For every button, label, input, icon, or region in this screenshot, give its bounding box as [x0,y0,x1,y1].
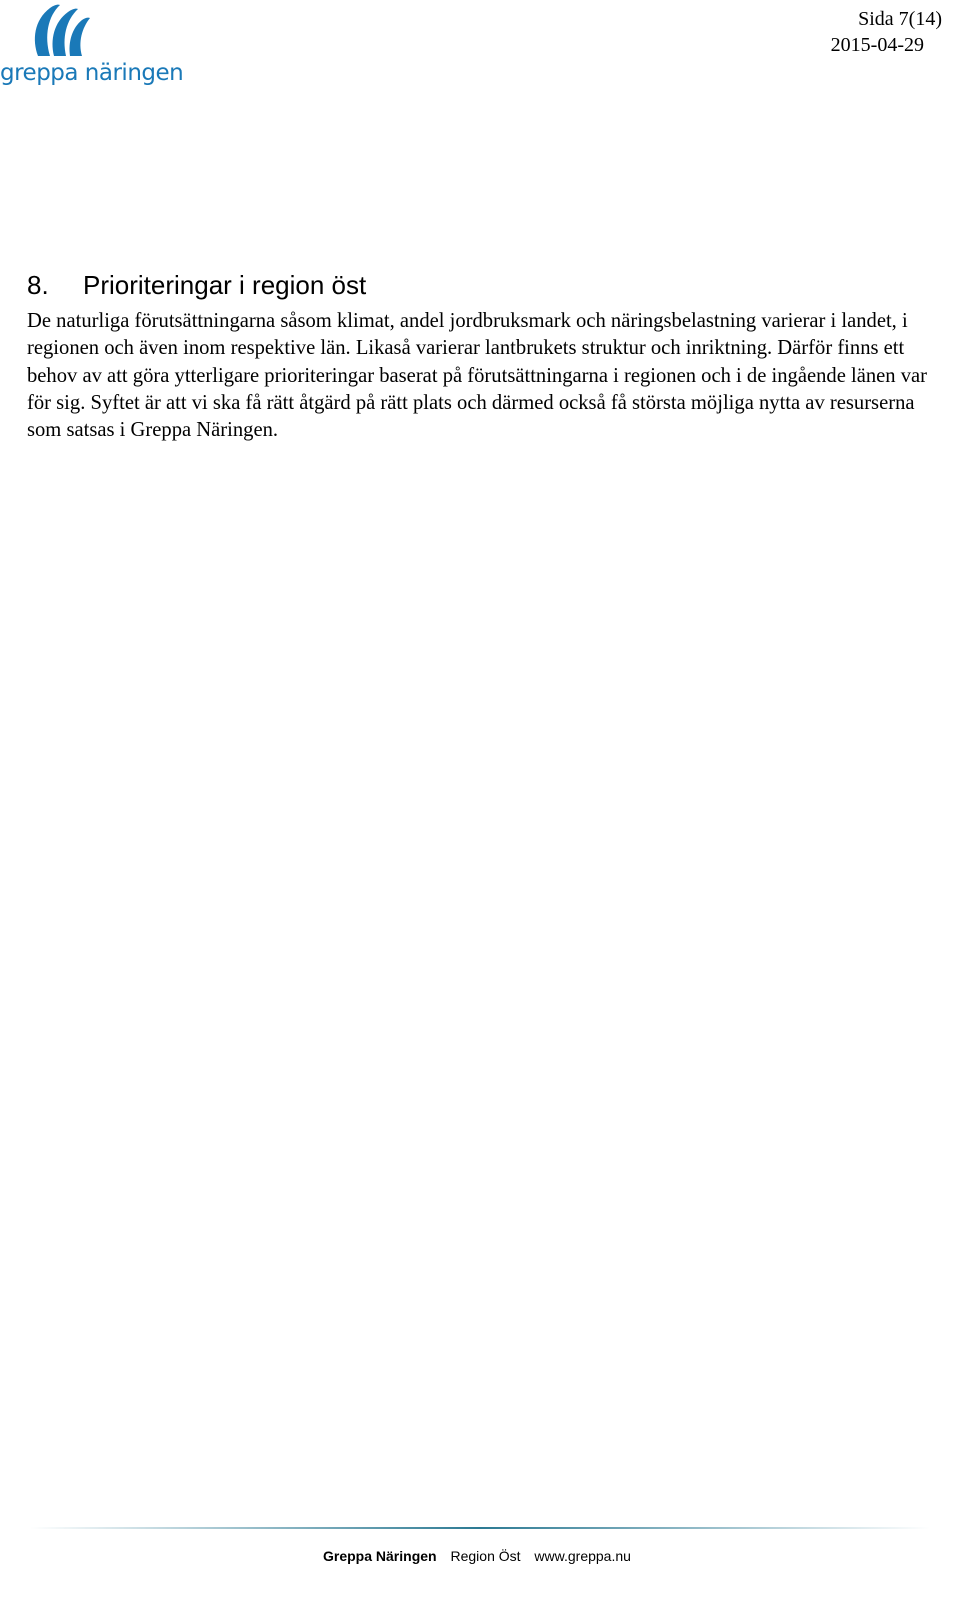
logo-wordmark: greppa näringen [0,60,184,86]
section-paragraph: De naturliga förutsättningarna såsom klimat, andel jordbruksmark och näringsbelastning varierar i landet, i regionen och även inom respektive län. Likaså varierar lantbrukets struktur och inriktning. Därför finns ett behov av att göra ytterligare prioriteringar baserat på förutsättningarna i regionen och i de ingående länen var för sig. Syftet är att vi ska få rätt åtgärd på rätt plats och därmed också få största möjliga nytta av resurserna som satsas i Greppa Näringen. [27,310,928,442]
footer-organization: Greppa Näringen [323,1548,437,1564]
footer-website: www.greppa.nu [534,1548,631,1564]
page-meta [831,6,942,58]
section-heading [27,268,937,302]
section-number: 8. [27,270,49,300]
logo-swoosh-icon [24,2,94,62]
greppa-naringen-logo [0,0,184,95]
footer-divider [30,1527,930,1529]
page-number: Sida 7(14) [858,8,942,30]
document-date: 2015-04-29 [830,34,924,56]
document-body [27,268,937,444]
footer-region: Region Öst [450,1548,521,1564]
section-title: Prioriteringar i region öst [83,270,367,300]
page-footer [323,1548,631,1564]
